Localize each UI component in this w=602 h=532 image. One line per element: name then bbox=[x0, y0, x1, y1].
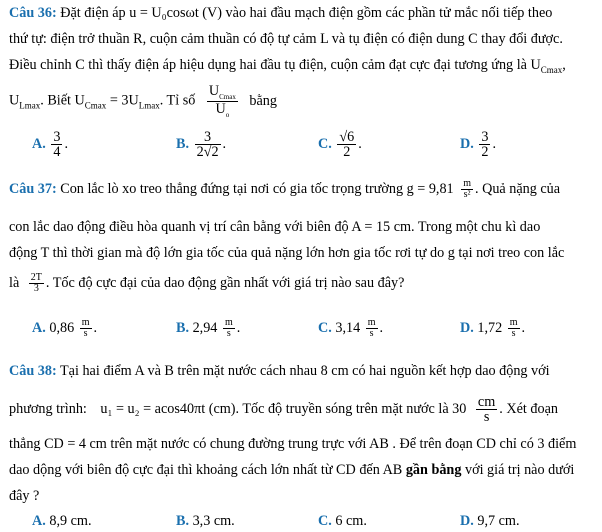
q38-line-3 bbox=[9, 435, 576, 453]
q37-b-unit-den: s bbox=[226, 328, 231, 339]
q38-option-d-label: D. bbox=[460, 513, 474, 529]
q38-b-value: 3,3 cm. bbox=[192, 513, 235, 529]
q38-text-3: thẳng CD = 4 cm trên mặt nước có chung đường trung trực với AB . Để trên đoạn CD chỉ có 3 điểm bbox=[9, 436, 577, 452]
q36-ulmax: U bbox=[9, 92, 20, 109]
q36-comma: , bbox=[562, 57, 566, 73]
q36-ulmax2-sub: Lmax bbox=[138, 100, 160, 111]
q38-option-b[interactable] bbox=[176, 512, 235, 530]
q36-option-d[interactable]: D. $\frac{3}{2}$ . bbox=[460, 129, 496, 161]
q36-line-3 bbox=[9, 56, 566, 79]
q36-option-b[interactable]: B. $\frac{3}{2√2}$ . bbox=[176, 129, 227, 161]
q37-label: Câu 37: bbox=[9, 181, 57, 197]
q36-option-d-frac bbox=[479, 130, 490, 159]
q36-option-d-label: D. bbox=[460, 135, 474, 152]
q37-c-unit-den: s bbox=[369, 328, 374, 339]
q36-text-2: thứ tự: điện trở thuần R, cuộn cảm thuần có độ tự cảm L và tụ điện có điện dung C thay đổi được. bbox=[9, 31, 563, 47]
q37-d-unit bbox=[508, 318, 520, 339]
q37-d-unit-num: m bbox=[509, 317, 518, 328]
q37-option-d-label: D. bbox=[460, 319, 474, 336]
q37-c-value: 3,14 bbox=[335, 319, 361, 336]
q37-text-4: . Tốc độ cực đại của dao động gần nhất với giá trị nào sau đây? bbox=[45, 275, 405, 291]
q38-label: Câu 38: bbox=[9, 363, 57, 379]
q38-text-5: đây ? bbox=[9, 488, 40, 504]
q38-option-c-label: C. bbox=[318, 513, 332, 529]
q36-label: Câu 36: bbox=[9, 5, 57, 21]
q38-option-b-label: B. bbox=[176, 513, 190, 529]
q36-tiso: . Tỉ số bbox=[159, 92, 196, 109]
q37-g-unit-num: m bbox=[463, 178, 471, 190]
q36-option-a-frac bbox=[51, 130, 62, 159]
q38-c-value: 6 cm. bbox=[335, 513, 367, 529]
q38-text-4-end: với giá trị nào dưới bbox=[461, 462, 575, 478]
q36-c-num: √6 bbox=[339, 129, 355, 145]
q38-equation: u₁ = u₂ = acos40πt (cm) bbox=[100, 401, 236, 417]
q37-option-d[interactable]: D. 1,72 $\frac{m}{s}$ . bbox=[460, 317, 526, 339]
q38-text-2-end: . Xét đoạn bbox=[499, 401, 558, 417]
q36-text-3: Điều chỉnh C thì thấy điện áp hiệu dụng hai đầu tụ điện, cuộn cảm đạt cực đại tương ứng là U bbox=[9, 57, 541, 73]
q37-t-frac bbox=[29, 273, 44, 294]
q36-text-1: Đặt điện áp u = U₀cosωt (V) vào hai đầu mạch điện gồm các phần tử mắc nối tiếp theo bbox=[60, 5, 553, 21]
q37-option-a[interactable]: A. 0,86 $\frac{m}{s}$ . bbox=[32, 317, 98, 339]
q37-b-unit-num: m bbox=[224, 317, 233, 328]
q36-line-1 bbox=[9, 4, 552, 22]
q38-emphasis: gần bằng bbox=[405, 462, 462, 478]
q36-option-c-frac bbox=[337, 130, 356, 159]
q38-option-d[interactable] bbox=[460, 512, 520, 530]
q37-t-den: 3 bbox=[33, 283, 39, 295]
q36-ratio-den: U bbox=[215, 100, 226, 117]
q36-ratio bbox=[207, 84, 238, 119]
q36-option-a[interactable]: A. $\frac{3}{4}$ . bbox=[32, 129, 68, 161]
q37-t-num: 2T bbox=[30, 272, 42, 284]
q37-line-1 bbox=[9, 176, 560, 202]
q37-line-2 bbox=[9, 218, 540, 236]
q36-ulmax-sub: Lmax bbox=[19, 100, 41, 111]
q37-text-2: con lắc dao động điều hòa quanh vị trí cân bằng với biên độ A = 15 cm. Trong một chu kì dao bbox=[9, 219, 541, 235]
q36-line-4 bbox=[9, 83, 277, 119]
q36-ratio-num-sub: Cmax bbox=[219, 92, 236, 101]
q37-text-1-end: . Quả nặng của bbox=[474, 181, 561, 197]
q37-a-unit bbox=[80, 318, 92, 339]
q36-sub-cmax: Cmax bbox=[540, 64, 563, 75]
q36-ratio-den-sub: o bbox=[225, 110, 230, 119]
q36-bang: bằng bbox=[249, 92, 277, 109]
q36-eq3u: = 3U bbox=[106, 92, 139, 109]
q36-biet: . Biết U bbox=[40, 92, 85, 109]
q37-b-value: 2,94 bbox=[192, 319, 218, 336]
q38-v-num: cm bbox=[477, 394, 496, 411]
q36-option-c[interactable]: C. $\frac{√6}{2}$ . bbox=[318, 129, 362, 161]
q37-a-unit-num: m bbox=[81, 317, 90, 328]
q37-option-b-label: B. bbox=[176, 319, 190, 336]
q36-d-num: 3 bbox=[481, 129, 489, 145]
q36-option-c-label: C. bbox=[318, 135, 332, 152]
q38-option-a[interactable] bbox=[32, 512, 92, 530]
q36-option-b-frac bbox=[195, 130, 221, 159]
q37-option-c[interactable]: C. 3,14 $\frac{m}{s}$ . bbox=[318, 317, 384, 339]
q38-text-1: Tại hai điểm A và B trên mặt nước cách nhau 8 cm có hai nguồn kết hợp dao động với bbox=[60, 363, 550, 379]
q38-v-den: s bbox=[483, 409, 490, 426]
q36-option-a-label: A. bbox=[32, 135, 46, 152]
q37-c-unit bbox=[366, 318, 378, 339]
q38-text-4: dao dộng với biên độ cực đại thì khoảng cách lớn nhất từ CD đến AB bbox=[9, 462, 406, 478]
q37-text-3: động T thì thời gian mà độ lớn gia tốc của quả nặng lớn hơn gia tốc rơi tự do g tại nơi treo con lắc bbox=[9, 245, 565, 261]
q37-d-unit-den: s bbox=[511, 328, 516, 339]
q38-v-unit bbox=[476, 395, 497, 424]
q36-ucmax-sub: Cmax bbox=[84, 100, 107, 111]
q36-a-den: 4 bbox=[53, 144, 61, 161]
q38-d-value: 9,7 cm. bbox=[477, 513, 520, 529]
q38-line-1 bbox=[9, 362, 550, 380]
q38-a-value: 8,9 cm. bbox=[49, 513, 92, 529]
q36-c-den: 2 bbox=[343, 144, 351, 161]
q36-d-den: 2 bbox=[481, 144, 489, 161]
q37-a-value: 0,86 bbox=[49, 319, 75, 336]
q38-line-4 bbox=[9, 461, 574, 479]
q36-option-b-label: B. bbox=[176, 135, 190, 152]
q37-text-1: Con lắc lò xo treo thẳng đứng tại nơi có gia tốc trọng trường g = 9,81 bbox=[60, 181, 454, 197]
q38-line-5 bbox=[9, 487, 39, 505]
q37-g-unit-den: s² bbox=[463, 189, 471, 201]
q36-a-num: 3 bbox=[53, 129, 61, 145]
q37-line-4 bbox=[9, 268, 404, 298]
q37-option-a-label: A. bbox=[32, 319, 46, 336]
q38-option-c[interactable] bbox=[318, 512, 367, 530]
q37-line-3 bbox=[9, 244, 564, 262]
q37-b-unit bbox=[223, 318, 235, 339]
q37-option-c-label: C. bbox=[318, 319, 332, 336]
q37-d-value: 1,72 bbox=[477, 319, 503, 336]
q36-b-den: 2√2 bbox=[196, 144, 219, 161]
q38-text-2: . Tốc độ truyền sóng trên mặt nước là 30 bbox=[235, 401, 467, 417]
q37-c-unit-num: m bbox=[367, 317, 376, 328]
q38-phuong-trinh: phương trình: bbox=[9, 401, 87, 417]
q37-la: là bbox=[9, 275, 20, 291]
q36-ratio-num: U bbox=[208, 83, 220, 99]
q38-option-a-label: A. bbox=[32, 513, 46, 529]
q37-option-b[interactable]: B. 2,94 $\frac{m}{s}$ . bbox=[176, 317, 241, 339]
q37-g-unit bbox=[461, 179, 473, 200]
q36-line-2 bbox=[9, 30, 563, 48]
q36-b-num: 3 bbox=[195, 130, 221, 145]
q37-a-unit-den: s bbox=[83, 328, 88, 339]
q38-line-2 bbox=[9, 394, 558, 424]
